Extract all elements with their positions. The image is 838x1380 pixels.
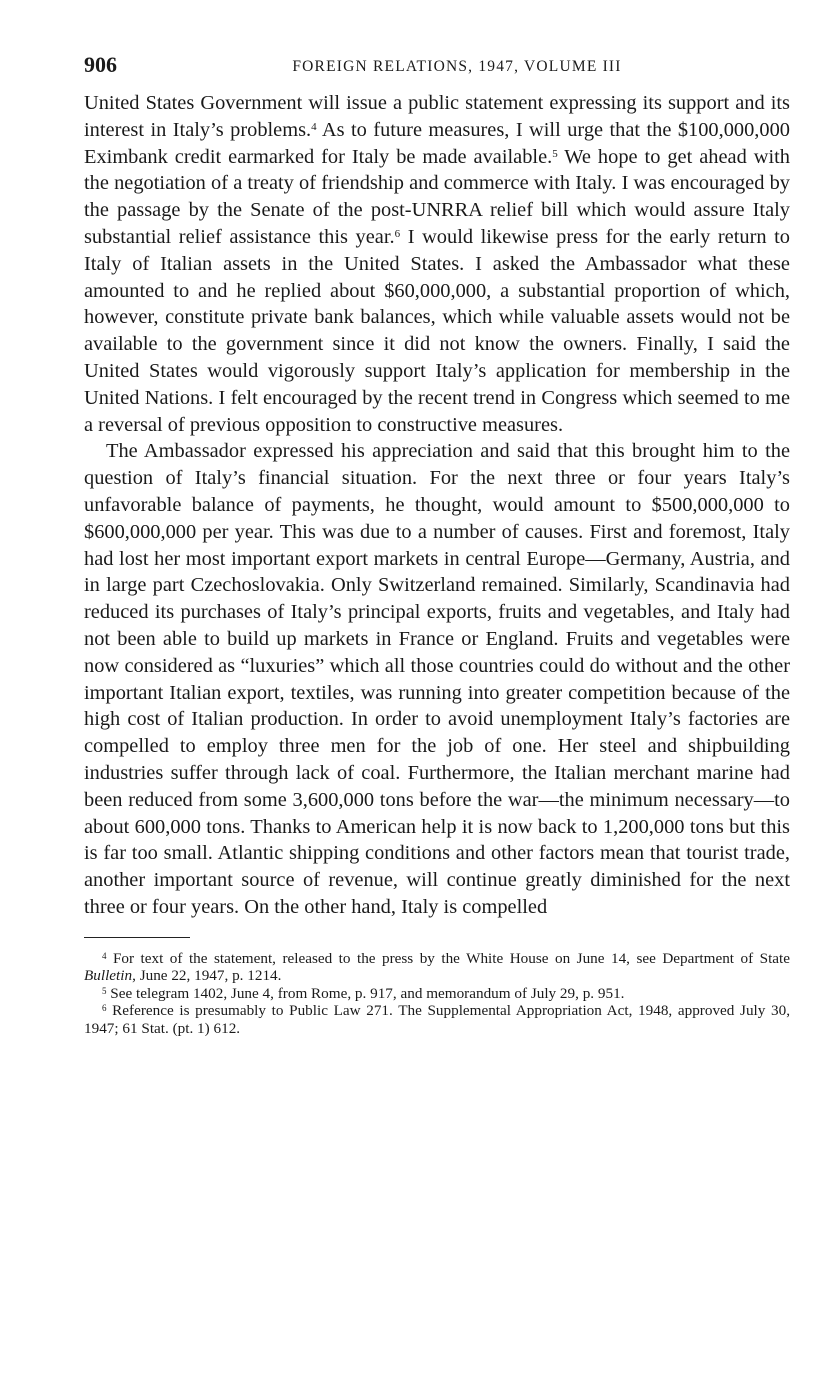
page-number: 906 [84,52,117,77]
footnote-reference: 4 [311,120,317,133]
paragraph-1 [84,90,790,438]
footnote-4 [84,950,790,985]
text-run: See telegram 1402, June 4, from Rome, p. 917, and memorandum of July 29, p. 951. [106,984,625,1002]
text-run: I would likewise press for the early return to Italy of Italian assets in the United States. I asked the Ambassador what these amounted to and he replied about $60,000,000, a substantial proportion of which, however, constitute private bank balances, which while valuable assets would not be available to the government since it did not know the owners. Finally, I said the United States would vigorously support Italy’s application for membership in the United Nations. I felt encouraged by the recent trend in Congress which seemed to me a reversal of previous opposition to constructive measures. [84,225,790,436]
footnote-6 [84,1002,790,1037]
text-run: The Ambassador expressed his appreciation and said that this brought him to the question of Italy’s financial situation. For the next three or four years Italy’s unfavorable balance of payments, he thought, would amount to $500,000,000 to $600,000,000 per year. This was due to a number of causes. First and foremost, Italy had lost her most important export markets in central Europe—Germany, Austria, and in large part Czechoslovakia. Only Switzerland remained. Similarly, Scandinavia had reduced its purchases of Italy’s principal exports, fruits and vegetables, and Italy had not been able to build up markets in France or England. Fruits and vegetables were now considered as “luxuries” which all those countries could do without and the other important Italian export, textiles, was running into greater competition because of the high cost of Italian production. In order to avoid unemployment Italy’s factories are compelled to employ three men for the job of one. Her steel and shipbuilding industries suffer through lack of coal. Furthermore, the Italian merchant marine had been reduced from some 3,600,000 tons before the war—the minimum necessary—to about 600,000 tons. Thanks to American help it is now back to 1,200,000 tons but this is far too small. Atlantic shipping conditions and other factors mean that tourist trade, another important source of revenue, will continue greatly diminished for the next three or four years. On the other hand, Italy is compelled [84,440,790,918]
text-run: Reference is presumably to Public Law 271. The Supplemental Appropriation Act, 1948, approved July 30, 1947; 61 Stat. (pt. 1) 612. [84,1002,790,1037]
document-page [84,50,790,1037]
footnote-mark: 5 [102,985,107,996]
text-run: United States Government will issue a public statement expressing its support and its interest in Italy’s problems. [84,92,790,141]
text-run: We hope to get ahead with the negotiation of a treaty of friendship and commerce with Italy. I was encouraged by the passage by the Senate of the post-UNRRA relief bill which would assure Italy substantial relief assistance this year. [84,145,790,248]
footnote-mark: 6 [102,1003,107,1014]
body-text [84,90,790,921]
footnotes [84,950,790,1038]
italic-title: Bulletin [84,967,133,985]
paragraph-2 [84,438,790,920]
footnote-5 [84,985,790,1003]
footnote-reference: 6 [394,227,401,240]
text-run: , June 22, 1947, p. 1214. [132,967,282,985]
text-run: For text of the statement, released to the press by the White House on June 14, see Department of State [106,949,790,967]
page-header [84,50,790,90]
text-run: As to future measures, I will urge that the $100,000,000 Eximbank credit earmarked for Italy be made available. [84,118,790,168]
footnote-reference: 5 [552,147,558,160]
running-head: FOREIGN RELATIONS, 1947, VOLUME III [292,58,622,75]
footnote-divider [84,937,190,938]
footnote-mark: 4 [102,950,107,961]
